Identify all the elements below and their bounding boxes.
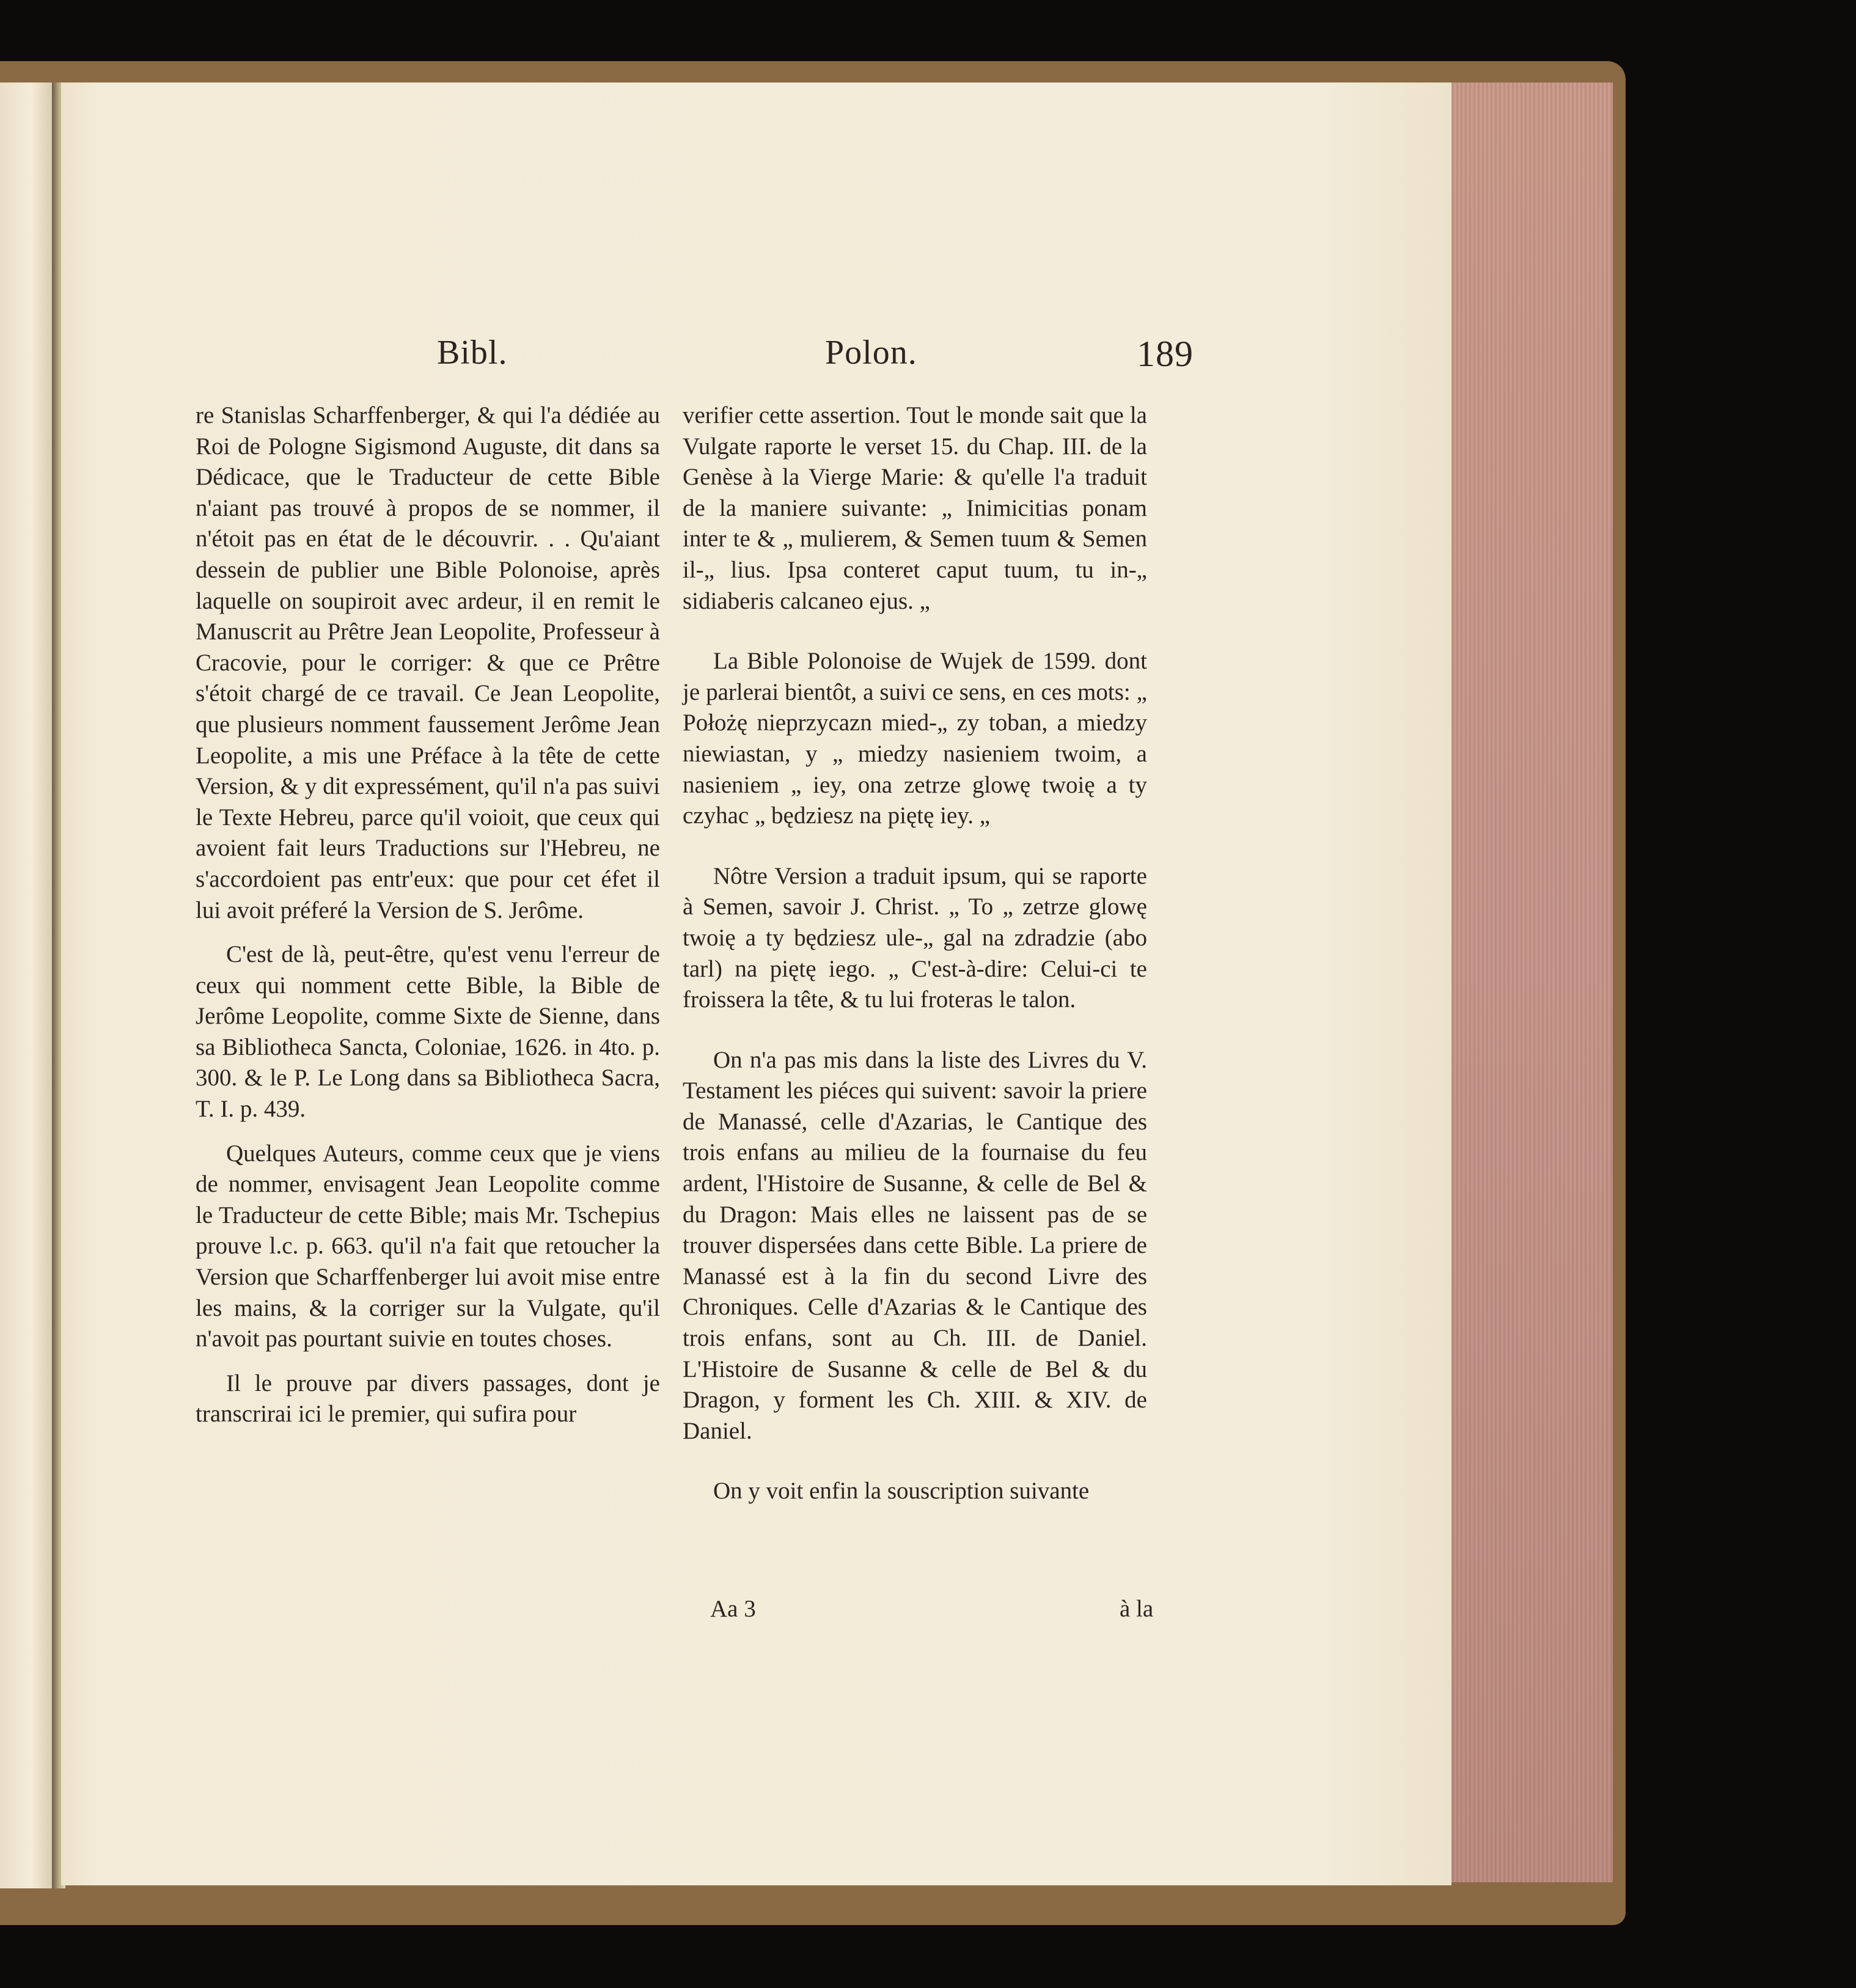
page-block-fore-edge xyxy=(1445,83,1613,1882)
running-head-center: Polon. xyxy=(825,334,917,372)
text-column-right xyxy=(683,400,1147,1507)
running-head-left: Bibl. xyxy=(437,334,508,372)
paragraph: verifier cette assertion. Tout le monde sait que la Vulgate raporte le verset 15. du Chap. III. de la Genèse à la Vierge Marie: & qu'elle l'a traduit de la maniere suivante: „ Inimicitias ponam inter te & „ mulierem, & Semen tuum & Semen il-„ lius. Ipsa conteret caput tuum, tu in-„ sidiaberis calcaneo ejus. „ xyxy=(683,402,1147,614)
catchword: à la xyxy=(1120,1596,1154,1622)
paragraph: Quelques Auteurs, comme ceux que je viens de nommer, envisagent Jean Leopolite comme le Traducteur de cette Bible; mais Mr. Tschepius prouve l.c. p. 663. qu'il n'a fait que retoucher la Version que Scharffenberger lui avoit mise entre les mains, & la corriger sur la Vulgate, qu'il n'avoit pas pourtant suivie en toutes choses. xyxy=(196,1140,660,1352)
text-column-left xyxy=(196,400,660,1430)
paragraph: On y voit enfin la souscription suivante xyxy=(713,1478,1090,1505)
paragraph: Il le prouve par divers passages, dont je transcrirai ici le premier, qui sufira pour xyxy=(196,1370,660,1428)
signature-mark: Aa 3 xyxy=(710,1596,756,1622)
paragraph: On n'a pas mis dans la liste des Livres du V. Testament les piéces qui suivent: savoir la priere de Manassé, celle d'Azarias, le Cantique des trois enfans au milieu de la fournaise du feu ardent, l'Histoire de Susanne, & celle de Bel & du Dragon: Mais elles ne laissent pas de se trouver dispersées dans cette Bible. La priere de Manassé est à la fin du second Livre des Chroniques. Celle d'Azarias & le Cantique des trois enfans, sont au Ch. III. de Daniel. L'Histoire de Susanne & celle de Bel & du Dragon, y forment les Ch. XIII. & XIV. de Daniel. xyxy=(683,1046,1147,1444)
facing-page-edge xyxy=(0,83,52,1888)
page-number: 189 xyxy=(1137,334,1194,374)
book-page xyxy=(61,83,1451,1885)
paragraph: Nôtre Version a traduit ipsum, qui se raporte à Semen, savoir J. Christ. „ To „ zetrze glowę twoię a ty będziesz ule-„ gal na zdradzie (abo tarl) na piętę iego. „ C'est-à-dire: Celui-ci te froissera la tête, & tu lui froteras le talon. xyxy=(683,862,1147,1013)
paragraph: C'est de là, peut-être, qu'est venu l'erreur de ceux qui nomment cette Bible, la Bible de Jerôme Leopolite, comme Sixte de Sienne, dans sa Bibliotheca Sancta, Coloniae, 1626. in 4to. p. 300. & le P. Le Long dans sa Bibliotheca Sacra, T. I. p. 439. xyxy=(196,941,660,1123)
paragraph: La Bible Polonoise de Wujek de 1599. dont je parlerai bientôt, a suivi ce sens, en ces mots: „ Położę nieprzycazn mied-„ zy toban, a miedzy niewiastan, y „ miedzy nasieniem twoim, a nasieniem „ iey, ona zetrze glowę twoię a ty czyhac „ będziesz na piętę iey. „ xyxy=(683,648,1147,829)
paragraph: re Stanislas Scharffenberger, & qui l'a dédiée au Roi de Pologne Sigismond Auguste, dit dans sa Dédicace, que le Traducteur de cette Bible n'aiant pas trouvé à propos de se nommer, il n'étoit pas en état de le découvrir. . . Qu'aiant dessein de publier une Bible Polonoise, après laquelle on soupiroit avec ardeur, il en remit le Manuscrit au Prêtre Jean Leopolite, Professeur à Cracovie, pour le corriger: & que ce Prêtre s'étoit chargé de ce travail. Ce Jean Leopolite, que plusieurs nomment faussement Jerôme Jean Leopolite, a mis une Préface à la tête de cette Version, & y dit expressément, qu'il n'a pas suivi le Texte Hebreu, parce qu'il voioit, que ceux qui avoient fait leurs Traductions sur l'Hebreu, ne s'accordoient pas entr'eux: que pour cet éfet il lui avoit préferé la Version de S. Jerôme. xyxy=(196,402,660,923)
